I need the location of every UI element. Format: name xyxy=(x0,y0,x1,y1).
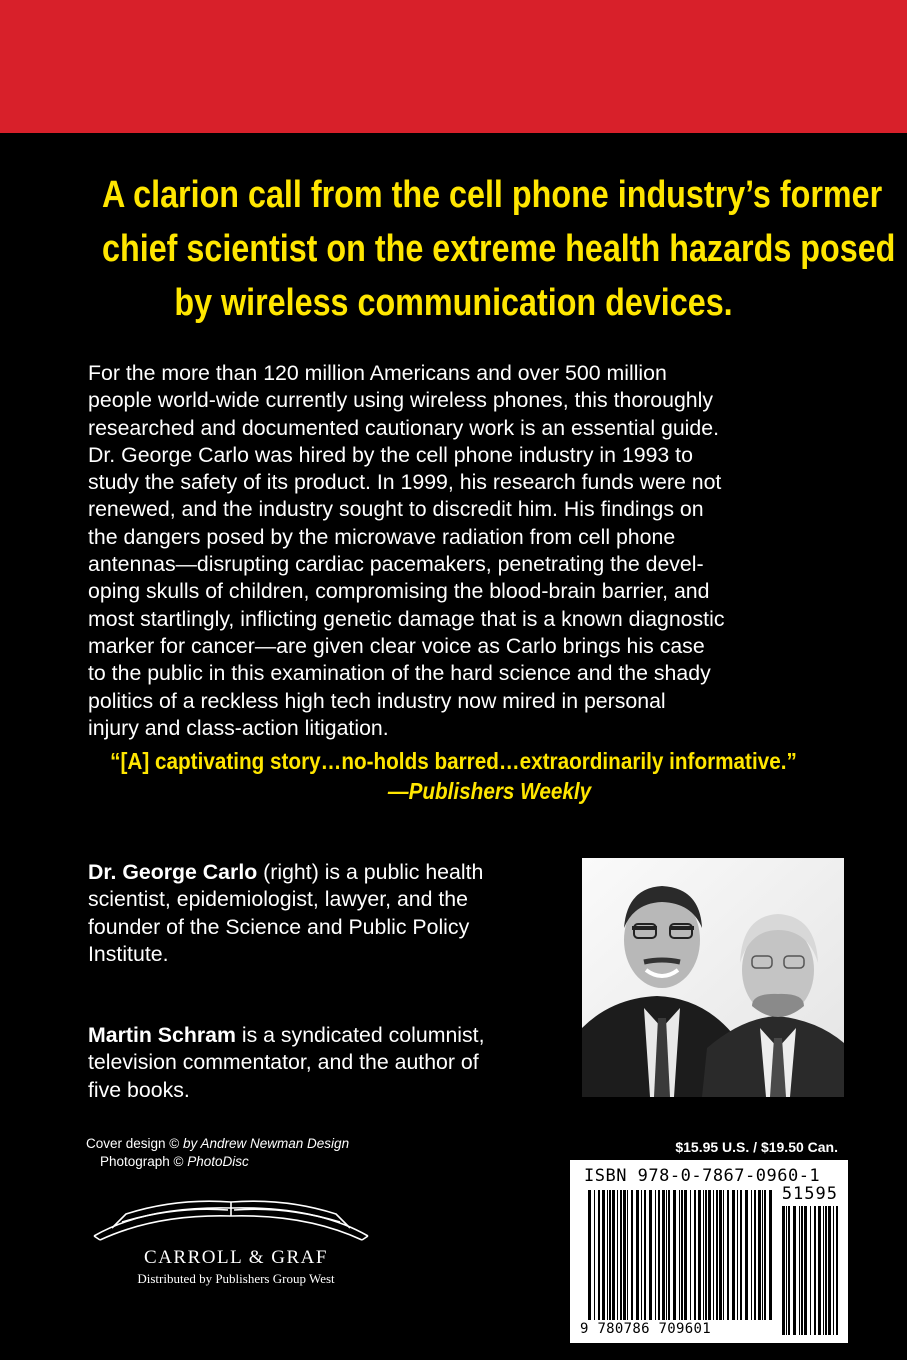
paragraph-line: people world-wide currently using wireless phones, this thoroughly xyxy=(88,388,714,413)
headline-line: A clarion call from the cell phone industry’s former xyxy=(102,174,883,216)
bio-line: television commentator, and the author of xyxy=(88,1050,479,1075)
author-photo-image xyxy=(582,858,844,1097)
headline-line: chief scientist on the extreme health hazards posed xyxy=(102,228,896,270)
author-photo xyxy=(582,858,844,1097)
review-quote xyxy=(99,746,807,806)
bio-line: scientist, epidemiologist, lawyer, and the xyxy=(88,887,468,912)
description-paragraph xyxy=(88,360,848,742)
credit-label: Photograph © xyxy=(100,1154,188,1169)
bio-line: founder of the Science and Public Policy xyxy=(88,914,470,939)
distributor-line: Distributed by Publishers Group West xyxy=(137,1271,335,1286)
bio-line: Institute. xyxy=(88,941,169,966)
paragraph-line: injury and class-action litigation. xyxy=(88,715,389,740)
price-code-text: 51595 xyxy=(781,1184,838,1204)
headline-line: by wireless communication devices. xyxy=(174,282,733,324)
paragraph-line: study the safety of its product. In 1999, his research funds were not xyxy=(88,470,722,495)
quote-attribution: —Publishers Weekly xyxy=(387,778,592,804)
barcode-bars-icon xyxy=(570,1160,848,1343)
publisher-name: CARROLL & GRAF xyxy=(144,1247,328,1268)
bio-text: (right) is a public health xyxy=(257,860,484,884)
top-red-band xyxy=(0,0,907,133)
paragraph-line: renewed, and the industry sought to discredit him. His findings on xyxy=(88,497,704,522)
author-name: Martin Schram xyxy=(88,1023,236,1047)
credit-name: by Andrew Newman Design xyxy=(183,1136,350,1151)
author-bio-schram xyxy=(88,1022,558,1104)
headline xyxy=(102,168,896,330)
quote-text: “[A] captivating story…no-holds barred…extraordinarily informative.” xyxy=(110,748,797,774)
isbn-text: ISBN 978-0-7867-0960-1 xyxy=(584,1166,821,1186)
paragraph-line: Dr. George Carlo was hired by the cell phone industry in 1993 to xyxy=(88,442,693,467)
paragraph-line: For the more than 120 million Americans and over 500 million xyxy=(88,361,667,385)
bio-text: is a syndicated columnist, xyxy=(235,1023,485,1047)
credit-label: Cover design © xyxy=(86,1136,183,1151)
publisher-imprint xyxy=(96,1246,376,1288)
paragraph-line: politics of a reckless high tech industry now mired in personal xyxy=(88,688,666,713)
paragraph-line: to the public in this examination of the hard science and the shady xyxy=(88,661,711,686)
credit-name: PhotoDisc xyxy=(187,1154,249,1169)
paragraph-line: the dangers posed by the microwave radiation from cell phone xyxy=(88,524,676,549)
bio-line: five books. xyxy=(88,1077,190,1102)
author-name: Dr. George Carlo xyxy=(88,860,258,884)
paragraph-line: oping skulls of children, compromising the blood-brain barrier, and xyxy=(88,579,710,604)
cover-credits xyxy=(86,1135,446,1171)
isbn-barcode xyxy=(570,1160,848,1343)
paragraph-line: researched and documented cautionary work is an essential guide. xyxy=(88,415,720,440)
ean-digits: 9 780786 709601 xyxy=(580,1321,711,1337)
paragraph-line: most startlingly, inflicting genetic damage that is a known diagnostic xyxy=(88,606,725,631)
paragraph-line: marker for cancer—are given clear voice as Carlo brings his case xyxy=(88,633,705,658)
price-label: $15.95 U.S. / $19.50 Can. xyxy=(675,1139,838,1155)
cover-design-credit xyxy=(86,1135,446,1153)
bio-line xyxy=(88,859,558,886)
author-bio-carlo xyxy=(88,859,558,968)
paragraph-line: antennas—disrupting cardiac pacemakers, penetrating the devel- xyxy=(88,552,704,577)
bio-line xyxy=(88,1022,558,1049)
photograph-credit xyxy=(100,1153,446,1171)
